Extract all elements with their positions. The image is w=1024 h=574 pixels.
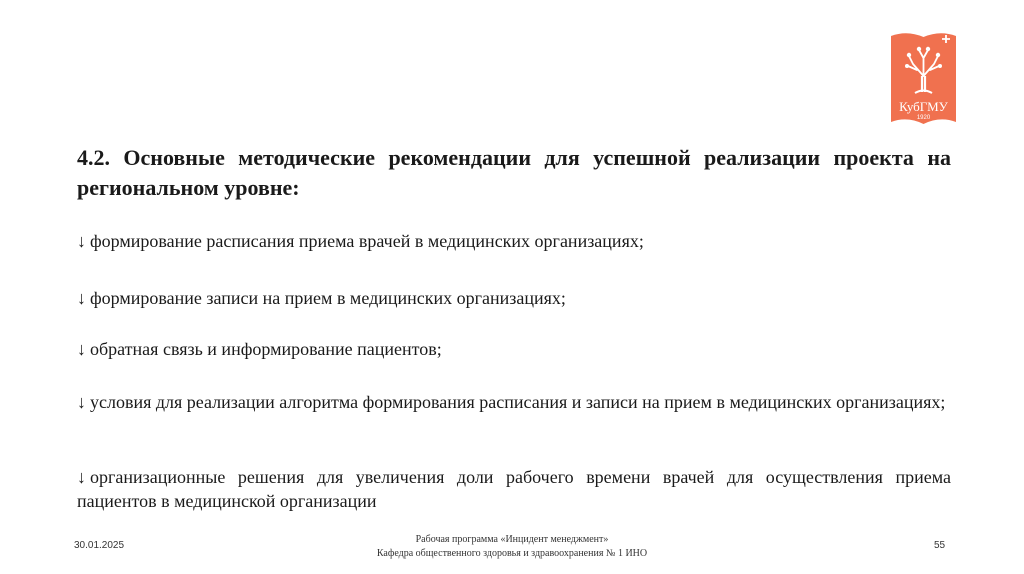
footer-date: 30.01.2025 xyxy=(74,540,125,551)
university-logo xyxy=(889,30,958,128)
down-arrow-icon: ↓ xyxy=(77,231,86,251)
down-arrow-icon: ↓ xyxy=(77,288,86,308)
list-item xyxy=(77,286,951,310)
list-item-text: формирование записи на прием в медицинских организациях; xyxy=(90,288,566,308)
footer-department: Кафедра общественного здоровья и здравоохранения № 1 ИНО xyxy=(376,548,648,559)
down-arrow-icon: ↓ xyxy=(77,392,86,412)
logo-name: КубГМУ xyxy=(899,99,948,114)
down-arrow-icon: ↓ xyxy=(77,339,86,359)
logo-year: 1920 xyxy=(916,115,931,121)
list-item-text: организационные решения для увеличения доли рабочего времени врачей для осуществления приема пациентов в медицинской организации xyxy=(77,467,951,511)
list-item xyxy=(77,390,951,414)
footer-caption xyxy=(312,533,712,561)
list-item-text: формирование расписания приема врачей в медицинских организациях; xyxy=(90,231,644,251)
footer-program: Рабочая программа «Инцидент менеджмент» xyxy=(415,534,609,545)
list-item xyxy=(77,229,951,253)
list-item xyxy=(77,465,951,513)
list-item-text: обратная связь и информирование пациентов; xyxy=(90,339,442,359)
slide-title: 4.2. Основные методические рекомендации для успешной реализации проекта на региональном уровне: xyxy=(77,145,951,200)
list-item-text: условия для реализации алгоритма формирования расписания и записи на прием в медицинских организациях; xyxy=(90,392,946,412)
page-number: 55 xyxy=(934,540,946,551)
list-item xyxy=(77,337,951,361)
down-arrow-icon: ↓ xyxy=(77,467,86,487)
